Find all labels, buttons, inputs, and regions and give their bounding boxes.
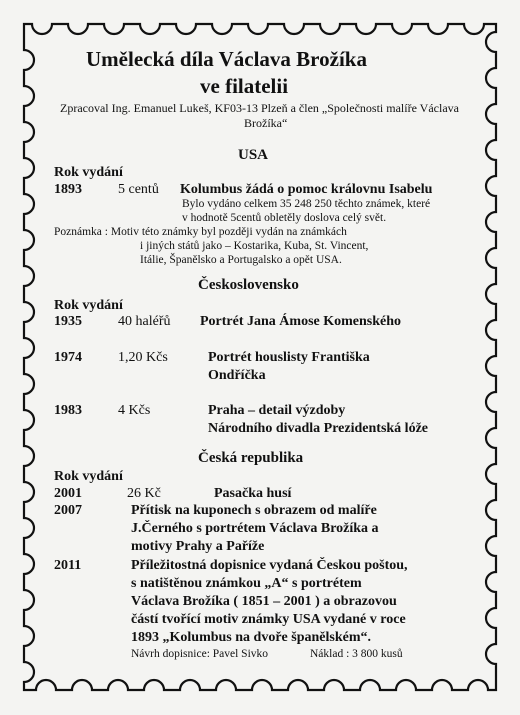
section-heading-usa: USA [238, 147, 269, 163]
stamp-value: 40 haléřů [118, 314, 171, 329]
stamp-value: 1,20 Kčs [118, 350, 168, 365]
stamp-title: Praha – detail výzdoby [208, 403, 346, 418]
stamp-title-continued: Ondříčka [208, 368, 266, 383]
author-line: Zpracoval Ing. Emanuel Lukeš, KF03-13 Plzeň a člen „Společnosti malíře Václava [60, 101, 459, 115]
stamp-title: Portrét houslisty Františka [208, 350, 370, 365]
year-label: Rok vydání [54, 165, 123, 180]
stamp-description: Přítisk na kuponech s obrazem od malíře [131, 503, 377, 518]
issue-year: 2011 [54, 558, 82, 573]
postcard-circulation: Náklad : 3 800 kusů [310, 648, 403, 660]
section-heading-czech-republic: Česká republika [198, 450, 304, 466]
stamp-value: 4 Kčs [118, 403, 151, 418]
remark: Poznámka : Motiv této známky byl později vydán na známkách [54, 226, 347, 238]
remark: i jiných států jako – Kostarika, Kuba, St. Vincent, [140, 240, 369, 252]
postcard-description: Příležitostná dopisnice vydaná Českou poštou, [131, 558, 408, 573]
issue-year: 1983 [54, 403, 82, 418]
year-label: Rok vydání [54, 469, 123, 484]
section-heading-czechoslovakia: Československo [198, 277, 299, 293]
stamp-title: Portrét Jana Ámose Komenského [200, 314, 402, 329]
issue-year: 1893 [54, 182, 82, 197]
stamp-description: J.Černého s portrétem Václava Brožíka a [131, 521, 379, 536]
document-title: Umělecká díla Václava Brožíka [86, 47, 367, 71]
postcard-design-credit: Návrh dopisnice: Pavel Sivko [131, 648, 269, 660]
stamp-value: 26 Kč [127, 486, 161, 501]
stamp-description: motivy Prahy a Paříže [131, 539, 265, 554]
stamp-note: Bylo vydáno celkem 35 248 250 těchto známek, které [182, 198, 431, 210]
issue-year: 1935 [54, 314, 82, 329]
stamp-title: Pasačka husí [214, 486, 292, 501]
author-line-continued: Brožíka“ [244, 116, 288, 130]
document-title-line2: ve filatelii [200, 74, 289, 98]
postcard-description: s natištěnou známkou „A“ s portrétem [131, 576, 362, 591]
stamp-title-continued: Národního divadla Prezidentská lóže [208, 421, 429, 436]
issue-year: 2007 [54, 503, 82, 518]
postcard-description: 1893 „Kolumbus na dvoře španělském“. [131, 630, 371, 645]
stamp-note: v hodnotě 5centů obletěly doslova celý svět. [182, 212, 387, 224]
stamp-value: 5 centů [118, 182, 159, 197]
remark: Itálie, Španělsko a Portugalsko a opět USA. [140, 254, 342, 266]
postcard-description: Václava Brožíka ( 1851 – 2001 ) a obrazovou [131, 594, 397, 609]
issue-year: 2001 [54, 486, 82, 501]
issue-year: 1974 [54, 350, 82, 365]
stamp-title: Kolumbus žádá o pomoc královnu Isabelu [180, 182, 433, 197]
postcard-description: částí tvořící motiv známky USA vydané v roce [131, 612, 406, 627]
year-label: Rok vydání [54, 298, 123, 313]
